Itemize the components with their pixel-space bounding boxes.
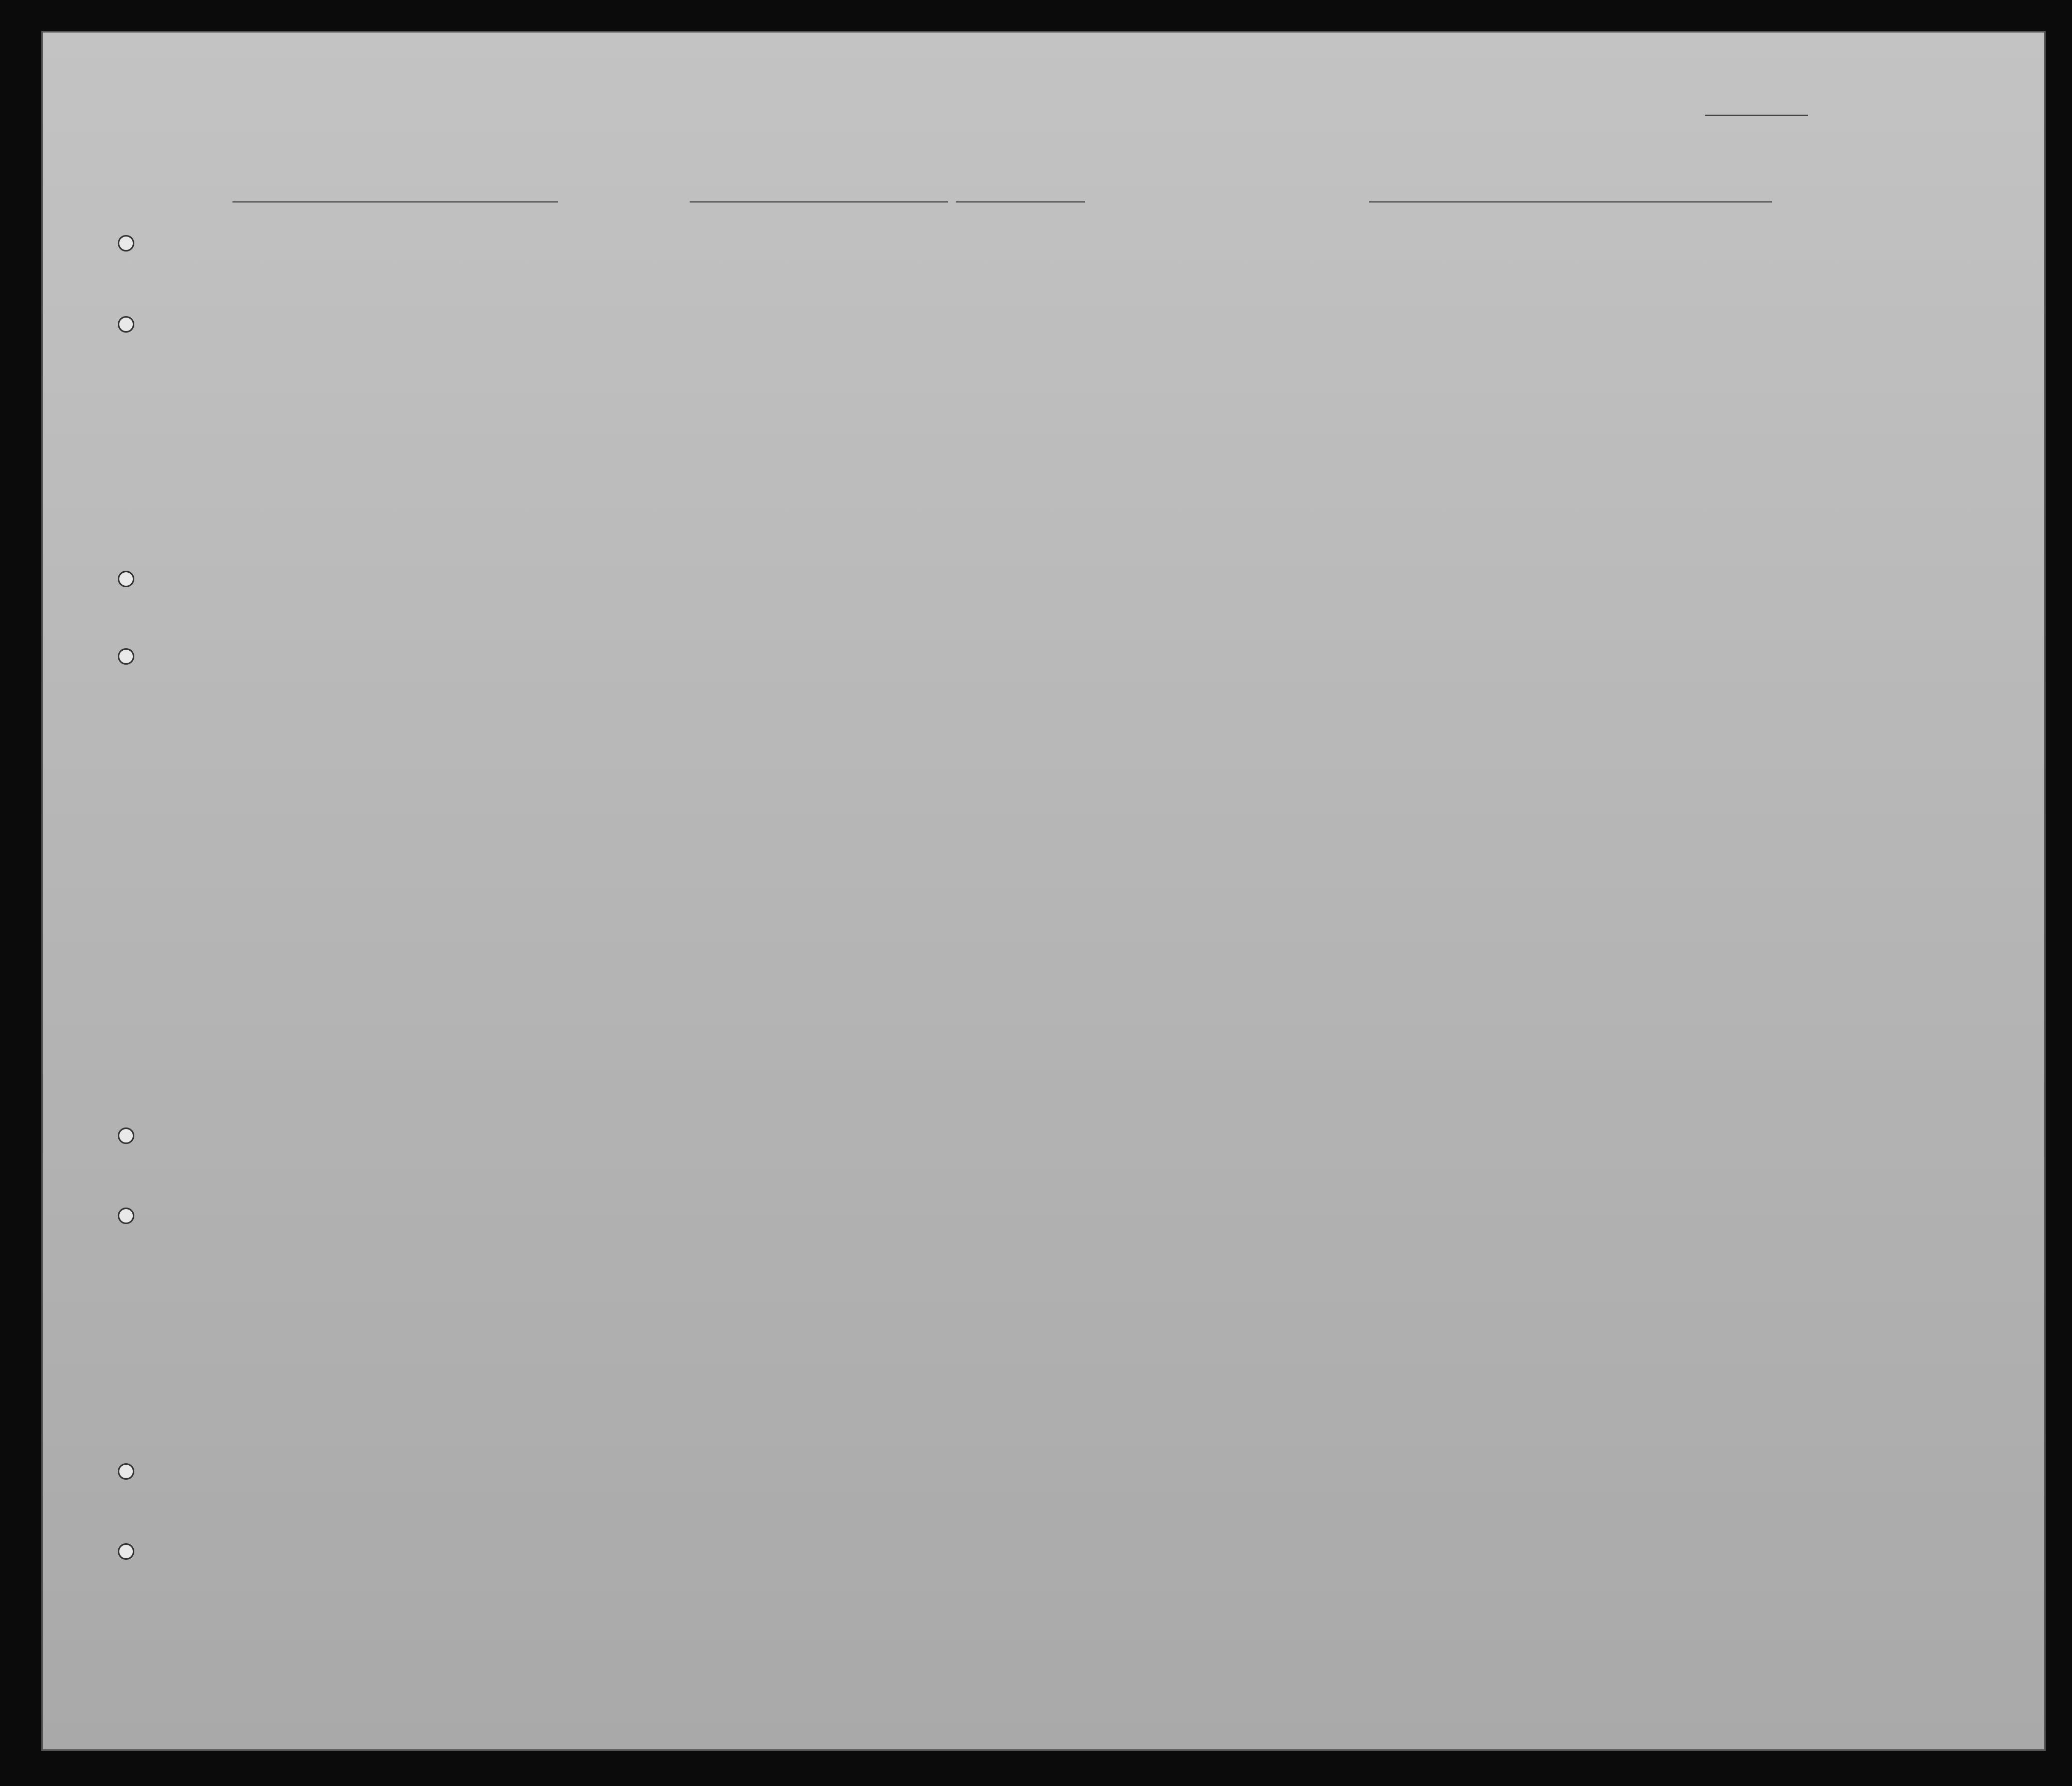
binder-hole — [118, 1127, 134, 1144]
binder-hole — [118, 316, 134, 333]
binder-hole — [118, 1208, 134, 1224]
binder-hole — [118, 1463, 134, 1480]
binder-hole — [118, 235, 134, 252]
binder-hole — [118, 571, 134, 587]
binder-hole — [118, 1543, 134, 1560]
binder-hole — [118, 648, 134, 665]
